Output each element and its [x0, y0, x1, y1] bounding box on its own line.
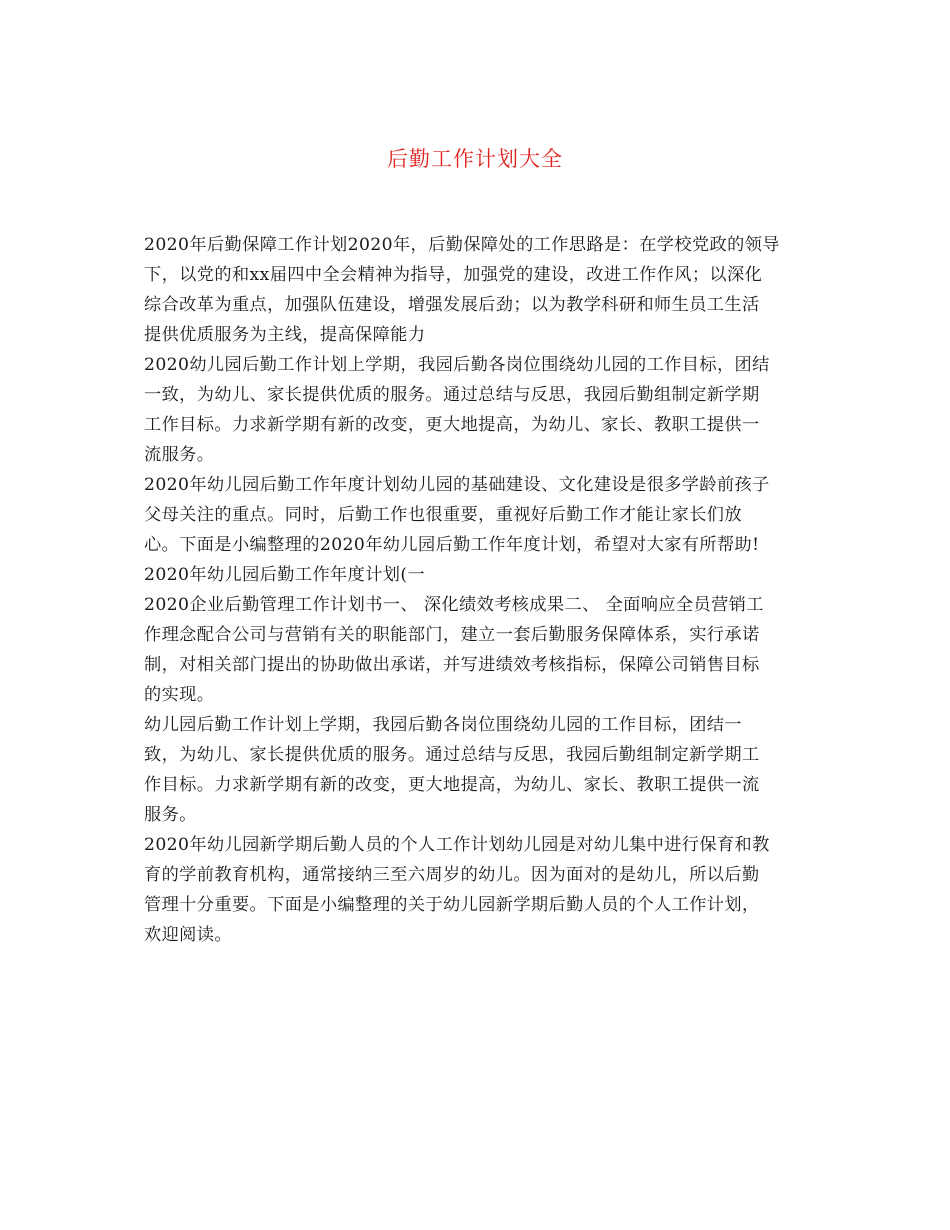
- body-line: 2020幼儿园后勤工作计划上学期，我园后勤各岗位围绕幼儿园的工作目标，团结: [144, 355, 770, 375]
- body-line: 作目标。力求新学期有新的改变，更大地提高，为幼儿、家长、教职工提供一流: [144, 775, 760, 795]
- document-body: [144, 230, 812, 950]
- body-line: 下，以党的和xx届四中全会精神为指导，加强党的建设，改进工作作风；以深化: [144, 265, 763, 285]
- body-line: 父母关注的重点。同时，后勤工作也很重要，重视好后勤工作才能让家长们放: [144, 505, 742, 525]
- body-line: 流服务。: [144, 445, 215, 465]
- body-line: 致，为幼儿、家长提供优质的服务。通过总结与反思，我园后勤组制定新学期工: [144, 745, 760, 765]
- body-line: 欢迎阅读。: [144, 925, 232, 945]
- body-line: 幼儿园后勤工作计划上学期，我园后勤各岗位围绕幼儿园的工作目标，团结一: [144, 715, 742, 735]
- body-line: 制，对相关部门提出的协助做出承诺，并写进绩效考核指标，保障公司销售目标: [144, 655, 760, 675]
- body-line: 服务。: [144, 805, 197, 825]
- body-line: 综合改革为重点，加强队伍建设，增强发展后劲；以为教学科研和师生员工生活: [144, 295, 760, 315]
- body-line: 2020年幼儿园后勤工作年度计划幼儿园的基础建设、文化建设是很多学龄前孩子: [144, 475, 770, 495]
- body-line: 心。下面是小编整理的2020年幼儿园后勤工作年度计划，希望对大家有所帮助!: [144, 535, 760, 555]
- body-line: 作理念配合公司与营销有关的职能部门，建立一套后勤服务保障体系，实行承诺: [144, 625, 760, 645]
- body-line: 提供优质服务为主线，提高保障能力: [144, 325, 426, 345]
- body-line: 2020年幼儿园后勤工作年度计划(一: [144, 565, 426, 585]
- body-line: 2020年幼儿园新学期后勤人员的个人工作计划幼儿园是对幼儿集中进行保育和教: [144, 835, 770, 855]
- document-title: 后勤工作计划大全: [387, 147, 563, 171]
- body-line: 的实现。: [144, 685, 215, 705]
- body-line: 育的学前教育机构，通常接纳三至六周岁的幼儿。因为面对的是幼儿，所以后勤: [144, 865, 760, 885]
- body-line: 2020年后勤保障工作计划2020年，后勤保障处的工作思路是：在学校党政的领导: [144, 235, 780, 255]
- body-line: 一致，为幼儿、家长提供优质的服务。通过总结与反思，我园后勤组制定新学期: [144, 385, 760, 405]
- body-line: 管理十分重要。下面是小编整理的关于幼儿园新学期后勤人员的个人工作计划，: [144, 895, 760, 915]
- body-line: 2020企业后勤管理工作计划书一、 深化绩效考核成果二、 全面响应全员营销工: [144, 595, 764, 615]
- body-line: 工作目标。力求新学期有新的改变，更大地提高，为幼儿、家长、教职工提供一: [144, 415, 760, 435]
